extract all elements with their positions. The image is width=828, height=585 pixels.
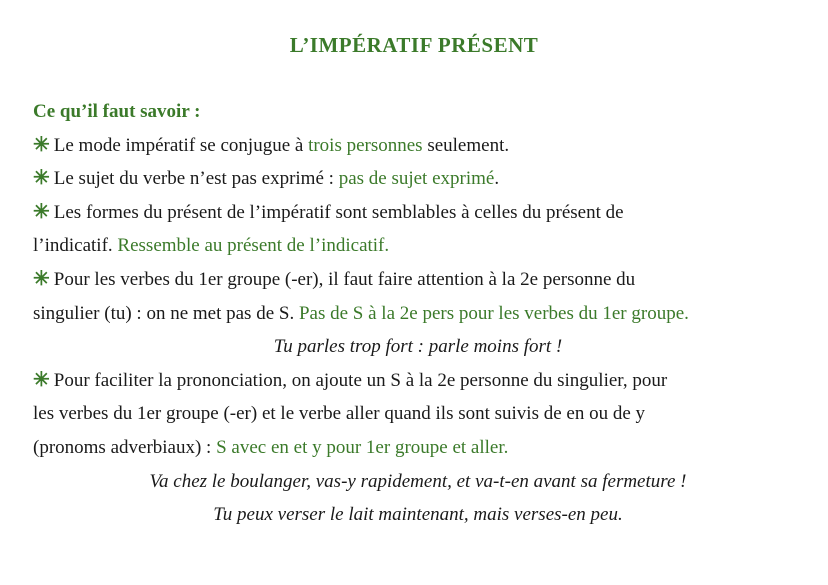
example-sentence: Tu parles trop fort : parle moins fort !: [273, 336, 563, 358]
asterisk-icon: ✳: [33, 200, 50, 223]
rule-highlight: Ressemble au présent de l’indicatif.: [117, 235, 390, 257]
rule-text: l’indicatif.: [33, 235, 118, 257]
rule-5: [33, 364, 803, 398]
rule-5-continued: [33, 431, 803, 465]
rule-text: seulement.: [422, 134, 510, 156]
rule-4: [33, 263, 803, 297]
rule-text: singulier (tu) : on ne met pas de S.: [33, 302, 299, 324]
rule-text: Le mode impératif se conjugue à: [53, 134, 309, 156]
example-sentence: Va chez le boulanger, vas-y rapidement, et va-t-en avant sa fermeture !: [149, 470, 687, 492]
rule-2: [33, 162, 803, 196]
document-body: [33, 95, 803, 532]
rule-text: (pronoms adverbiaux) :: [33, 436, 217, 458]
rule-text: Pour les verbes du 1er groupe (-er), il faut faire attention à la 2e personne du: [53, 268, 636, 290]
asterisk-icon: ✳: [33, 167, 50, 190]
rule-5-continued: [33, 397, 803, 431]
rule-highlight: pas de sujet exprimé: [338, 168, 495, 190]
rule-text: les verbes du 1er groupe (-er) et le verbe aller quand ils sont suivis de en ou de y: [33, 403, 646, 425]
rule-text: .: [494, 168, 500, 190]
rule-text: Le sujet du verbe n’est pas exprimé :: [53, 168, 339, 190]
rule-1: [33, 129, 803, 163]
rule-highlight: trois personnes: [308, 134, 423, 156]
rule-highlight: S avec en et y pour 1er groupe et aller.: [216, 436, 509, 458]
section-heading: Ce qu’il faut savoir :: [33, 101, 201, 122]
rule-text: Pour faciliter la prononciation, on ajoute un S à la 2e personne du singulier, pour: [53, 369, 668, 391]
rule-4-continued: [33, 297, 803, 331]
page-title: L’IMPÉRATIF PRÉSENT: [289, 33, 539, 57]
rule-text: Les formes du présent de l’impératif sont semblables à celles du présent de: [53, 201, 624, 223]
example-sentence: Tu peux verser le lait maintenant, mais verses-en peu.: [213, 504, 623, 526]
rule-3-continued: [33, 229, 803, 263]
rule-highlight: Pas de S à la 2e pers pour les verbes du 1er groupe.: [298, 302, 689, 324]
asterisk-icon: ✳: [33, 368, 50, 391]
asterisk-icon: ✳: [33, 267, 50, 290]
rule-3: [33, 196, 803, 230]
asterisk-icon: ✳: [33, 133, 50, 156]
